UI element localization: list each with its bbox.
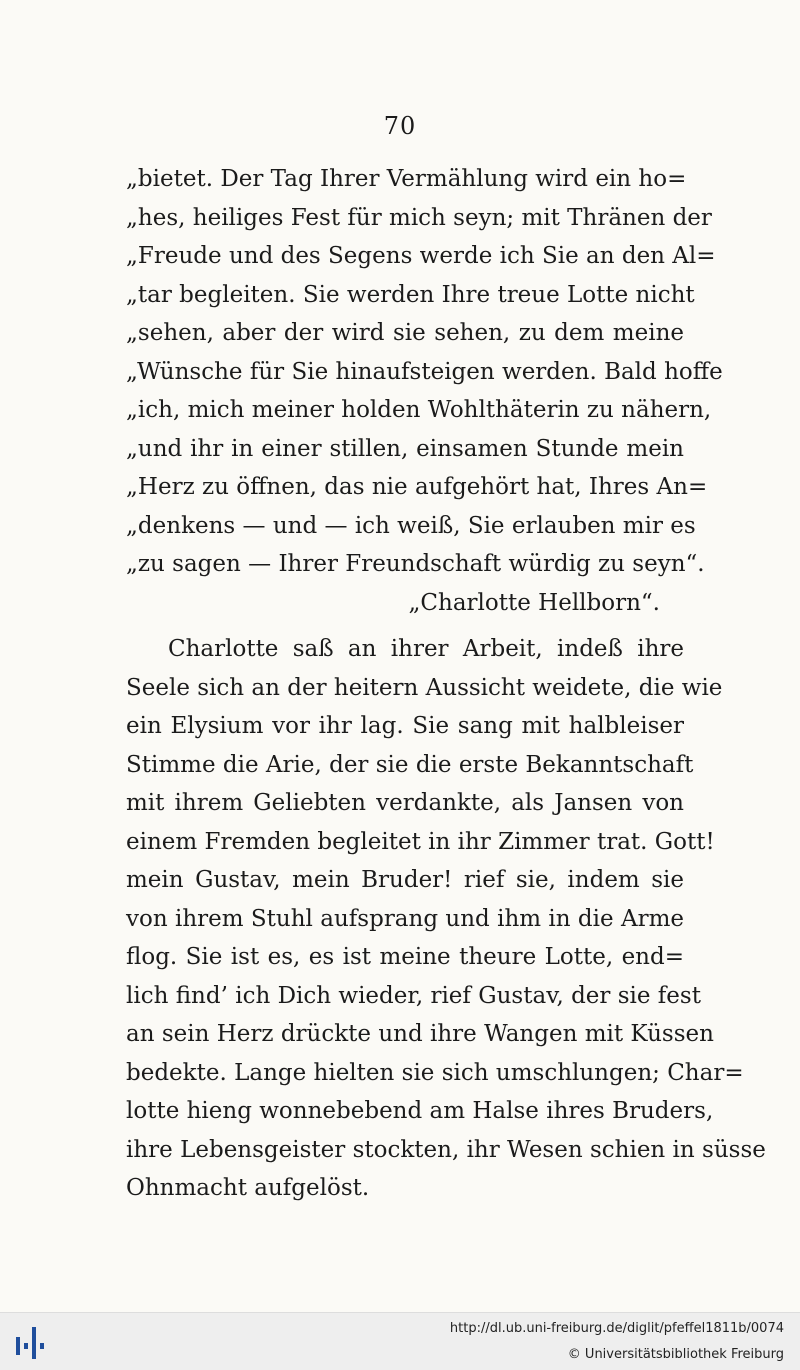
footer-bar [0,1312,800,1370]
paragraph-line: Ohnmacht aufgelöst. [126,1175,370,1201]
paragraph-line: Seele sich an der heitern Aussicht weidete, die wie [126,674,723,701]
letter-line: „Wünsche für Sie hinaufsteigen werden. Bald hoffe [126,358,723,385]
letter-signature: „Charlotte Hellborn“. [408,589,660,616]
page-number: 70 [383,112,417,140]
letter-line: „zu sagen — Ihrer Freundschaft würdig zu seyn“. [126,551,705,577]
letter-line: „ich, mich meiner holden Wohlthäterin zu nähern, [126,397,712,423]
letter-line: „bietet. Der Tag Ihrer Vermählung wird ein ho= [126,166,687,192]
paragraph-line: Charlotte saß an ihrer Arbeit, indeß ihre [168,636,684,662]
text-block [126,160,766,1208]
logo-bar [24,1343,28,1349]
logo-bar [32,1327,36,1359]
letter-line: „Freude und des Segens werde ich Sie an den Al= [126,243,716,269]
paragraph-line: mein Gustav, mein Bruder! rief sie, indem sie [126,867,684,893]
source-url-link[interactable]: http://dl.ub.uni-freiburg.de/diglit/pfeffel1811b/0074 [449,1321,784,1336]
paragraph-line: ein Elysium vor ihr lag. Sie sang mit halbleiser [126,713,684,739]
paragraph-line: bedekte. Lange hielten sie sich umschlungen; Char= [126,1059,744,1086]
logo-bar [40,1343,44,1349]
letter-line: „tar begleiten. Sie werden Ihre treue Lotte nicht [126,281,695,308]
logo-bar [16,1337,20,1355]
paragraph-line: einem Fremden begleitet in ihr Zimmer trat. Gott! [126,828,715,855]
paragraph-line: an sein Herz drückte und ihre Wangen mit Küssen [126,1021,714,1047]
paragraph-line: Stimme die Arie, der sie die erste Bekanntschaft [126,751,694,778]
paragraph-line: von ihrem Stuhl aufsprang und ihm in die Arme [126,905,684,932]
letter-line: „denkens — und — ich weiß, Sie erlauben mir es [126,512,696,539]
letter-line: „Herz zu öffnen, das nie aufgehört hat, Ihres An= [126,474,708,500]
library-logo-icon [14,1323,48,1361]
letter-line: „sehen, aber der wird sie sehen, zu dem meine [126,320,684,346]
paragraph-line: lotte hieng wonnebebend am Halse ihres Bruders, [126,1098,714,1124]
letter-line: „und ihr in einer stillen, einsamen Stunde mein [126,435,684,462]
paragraph-line: mit ihrem Geliebten verdankte, als Jansen von [126,790,684,816]
copyright-notice: © Universitätsbibliothek Freiburg [567,1347,784,1362]
paragraph-line: lich find’ ich Dich wieder, rief Gustav, der sie fest [126,982,701,1009]
paragraph-line: ihre Lebensgeister stockten, ihr Wesen schien in süsse [126,1136,766,1163]
letter-line: „hes, heiliges Fest für mich seyn; mit Thränen der [126,204,712,231]
paragraph-line: flog. Sie ist es, es ist meine theure Lotte, end= [126,944,684,970]
